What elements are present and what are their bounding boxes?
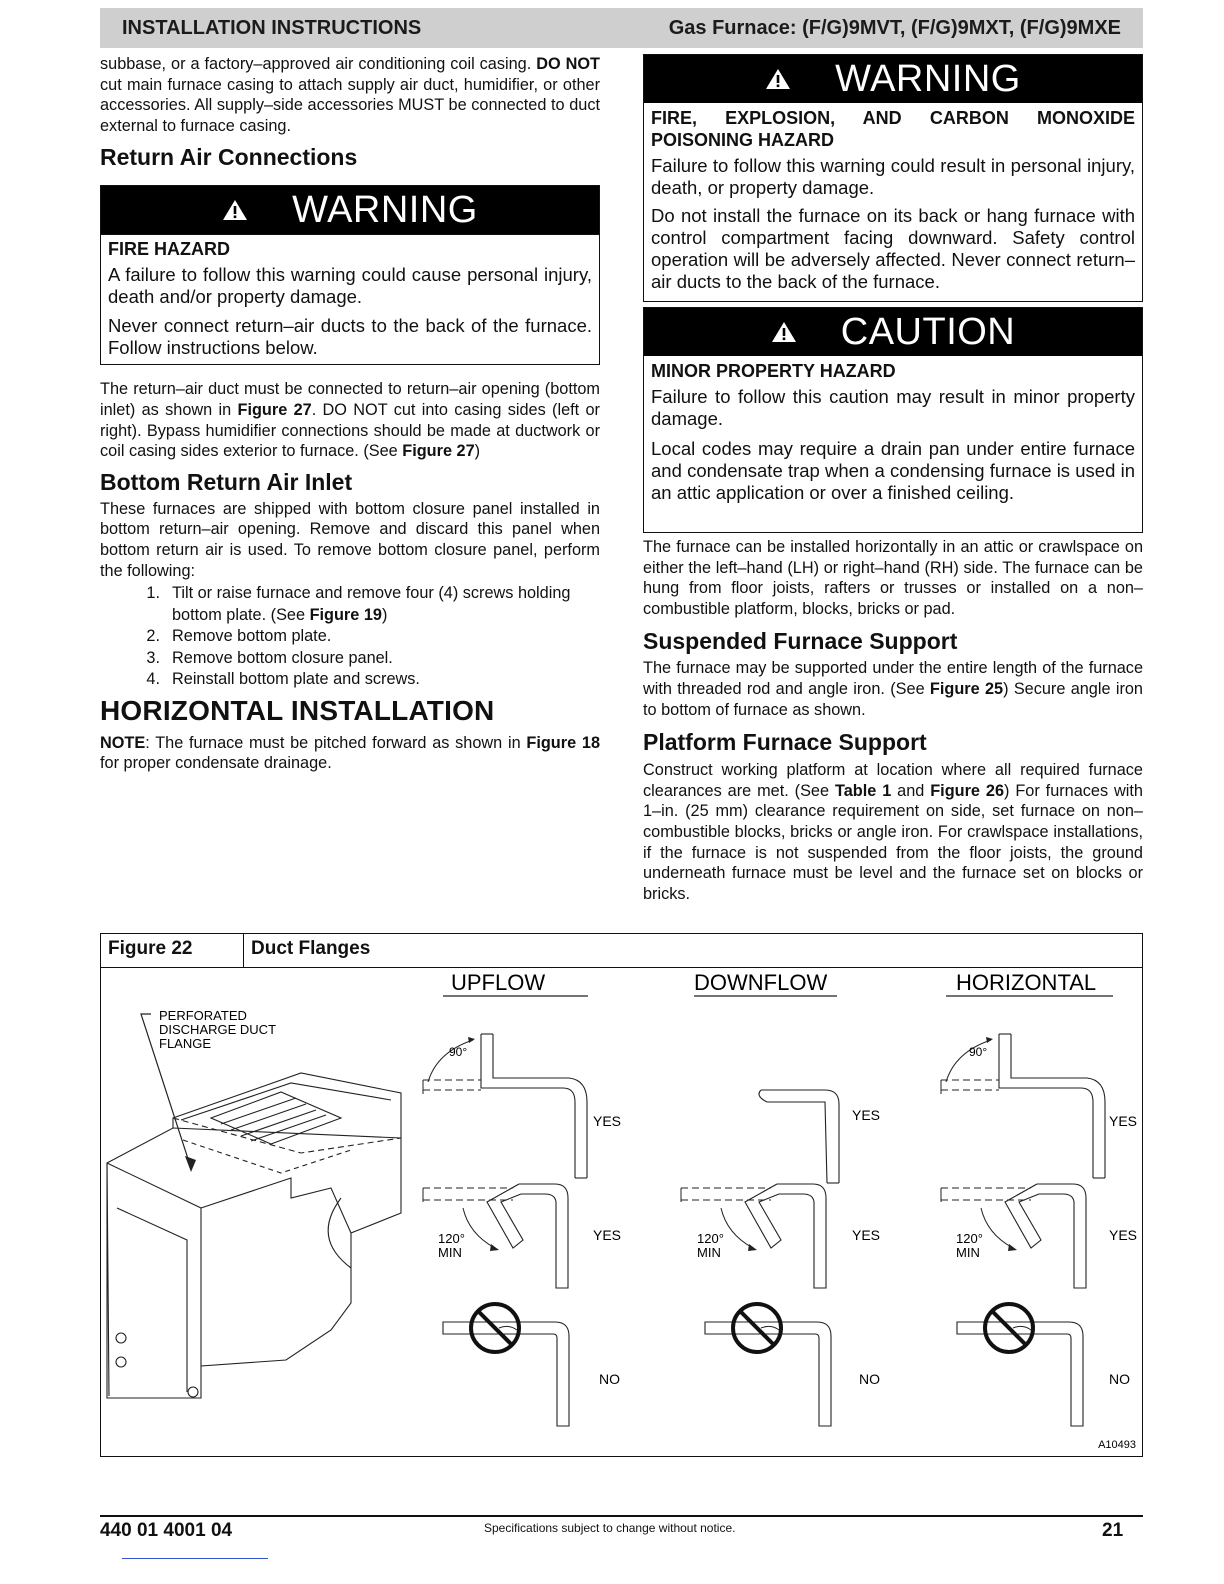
minor-property-caution bbox=[643, 307, 1143, 533]
warning-banner: WARNING bbox=[101, 186, 599, 234]
callout-line-1: PERFORATED bbox=[159, 1008, 247, 1023]
suspended-support-heading: Suspended Furnace Support bbox=[643, 628, 958, 655]
figure-title-bar bbox=[101, 934, 1142, 968]
horizontal-column bbox=[941, 970, 1137, 1426]
no-label: NO bbox=[599, 1371, 620, 1387]
header-product-title: Gas Furnace: (F/G)9MVT, (F/G)9MXT, (F/G)9MXE bbox=[668, 16, 1121, 39]
yes-label: YES bbox=[852, 1227, 881, 1243]
figure-number: Figure 22 bbox=[101, 934, 244, 967]
warning-message-1: Failure to follow this warning could result in personal injury, death, or property damage. bbox=[651, 155, 1135, 198]
upflow-label: UPFLOW bbox=[451, 970, 546, 995]
suspended-paragraph: The furnace may be supported under the entire length of the furnace with threaded rod and angle iron. (See Figure 25) Secure angle iron to bottom of furnace as shown. bbox=[643, 659, 1143, 719]
page-number: 21 bbox=[1102, 1520, 1124, 1541]
angle-120-label: 120° bbox=[438, 1231, 465, 1246]
yes-label: YES bbox=[852, 1107, 881, 1123]
note-paragraph: NOTE: The furnace must be pitched forward as shown in Figure 18 for proper condensate drainage. bbox=[100, 733, 600, 773]
warning-hazard-title: FIRE HAZARD bbox=[101, 234, 599, 260]
list-item: 4. Reinstall bottom plate and screws. bbox=[146, 670, 420, 689]
horizontal-paragraph: The furnace can be installed horizontally in an attic or crawlspace on either the left–hand (LH) or right–hand (RH) side. The furnace can be hung from floor joists, rafters or trusses or installed on a non–combustible platform, blocks, bricks or pad. bbox=[643, 538, 1143, 618]
horizontal-installation-heading: HORIZONTAL INSTALLATION bbox=[100, 694, 495, 726]
figure-duct-flanges bbox=[100, 933, 1143, 1457]
downflow-column bbox=[681, 970, 880, 1426]
bottom-return-heading: Bottom Return Air Inlet bbox=[100, 468, 353, 495]
page-header bbox=[100, 8, 1143, 48]
caution-message-1: Failure to follow this caution may result in minor property damage. bbox=[651, 386, 1135, 429]
list-item: 3. Remove bottom closure panel. bbox=[146, 648, 393, 667]
warning-triangle-icon bbox=[771, 321, 797, 343]
fire-hazard-warning bbox=[100, 185, 600, 365]
no-label: NO bbox=[1109, 1371, 1130, 1387]
warning-message-1: A failure to follow this warning could cause personal injury, death and/or property damage. bbox=[108, 264, 592, 308]
callout-line-3: FLANGE bbox=[159, 1036, 212, 1051]
fire-explosion-warning bbox=[643, 54, 1143, 302]
warning-hazard-title: FIRE, EXPLOSION, AND CARBON MONOXIDE POISONING HAZARD bbox=[651, 108, 1135, 150]
min-label: MIN bbox=[438, 1245, 462, 1260]
furnace-drawing bbox=[107, 1073, 401, 1398]
yes-label: YES bbox=[1109, 1113, 1138, 1129]
caution-message-2: Local codes may require a drain pan under entire furnace and condensate trap when a condensing furnace is used in an attic application or over a finished ceiling. bbox=[651, 438, 1135, 503]
figure-title: Duct Flanges bbox=[251, 938, 371, 959]
header-section-title: INSTALLATION INSTRUCTIONS bbox=[122, 16, 422, 39]
upflow-column bbox=[423, 970, 621, 1426]
footer-link-underline bbox=[122, 1558, 268, 1559]
min-label: MIN bbox=[697, 1245, 721, 1260]
horizontal-label: HORIZONTAL bbox=[956, 970, 1097, 995]
left-column bbox=[100, 54, 600, 774]
yes-label: YES bbox=[593, 1113, 622, 1129]
list-item: 1. Tilt or raise furnace and remove four (4) screws holding bottom plate. (See Figure 19) bbox=[146, 584, 571, 624]
caution-banner: CAUTION bbox=[644, 308, 1142, 356]
document-number: 440 01 4001 04 bbox=[100, 1520, 233, 1541]
warning-triangle-icon bbox=[222, 199, 248, 221]
min-label: MIN bbox=[956, 1245, 980, 1260]
warning-triangle-icon bbox=[765, 68, 791, 90]
figure-code: A10493 bbox=[1098, 1439, 1136, 1451]
warning-message-2: Do not install the furnace on its back or hang furnace with control compartment facing downward. Safety control operation will be adversely affected. Never connect return–air ducts to the back of the furnace. bbox=[651, 205, 1135, 292]
intro-paragraph: subbase, or a factory–approved air conditioning coil casing. DO NOT cut main furnace casing to attach supply air duct, humidifier, or other accessories. All supply–side accessories MUST be connected to duct external to furnace casing. bbox=[100, 55, 600, 135]
warning-message-2: Never connect return–air ducts to the back of the furnace. Follow instructions below. bbox=[108, 315, 592, 359]
platform-paragraph: Construct working platform at location where all required furnace clearances are met. (See Table 1 and Figure 26) For furnaces with 1–in. (25 mm) clearance requirement on side, set furnace on non–combustible blocks, bricks or angle iron. For crawlspace installations, if the furnace is not suspended from the floor joists, the ground underneath furnace must be level and the furnace set on blocks or bricks. bbox=[643, 761, 1143, 903]
callout-line-2: DISCHARGE DUCT bbox=[159, 1022, 277, 1037]
right-column bbox=[643, 54, 1143, 904]
return-air-heading: Return Air Connections bbox=[100, 144, 358, 171]
yes-label: YES bbox=[593, 1227, 622, 1243]
yes-label: YES bbox=[1109, 1227, 1138, 1243]
angle-120-label: 120° bbox=[697, 1231, 724, 1246]
removal-steps-list bbox=[100, 583, 600, 691]
duct-flange-diagram bbox=[101, 968, 1141, 1456]
angle-90-label: 90° bbox=[969, 1045, 988, 1059]
angle-120-label: 120° bbox=[956, 1231, 983, 1246]
list-item: 2. Remove bottom plate. bbox=[146, 627, 332, 646]
footer-notice: Specifications subject to change without notice. bbox=[484, 1521, 736, 1535]
footer-rule bbox=[100, 1515, 1143, 1517]
platform-support-heading: Platform Furnace Support bbox=[643, 729, 927, 756]
return-air-paragraph: The return–air duct must be connected to return–air opening (bottom inlet) as shown in Figure 27. DO NOT cut into casing sides (left or right). Bypass humidifier connections should be made at ductwork or coil casing sides exterior to furnace. (See Figure 27) bbox=[100, 380, 600, 461]
caution-hazard-title: MINOR PROPERTY HAZARD bbox=[651, 361, 896, 381]
bottom-return-paragraph: These furnaces are shipped with bottom closure panel installed in bottom return–air opening. Remove and discard this panel when bottom return air is used. To remove bottom closure panel, perform the following: bbox=[100, 499, 600, 580]
downflow-label: DOWNFLOW bbox=[694, 970, 828, 995]
no-label: NO bbox=[859, 1371, 880, 1387]
warning-banner: WARNING bbox=[644, 55, 1142, 103]
angle-90-label: 90° bbox=[449, 1045, 468, 1059]
